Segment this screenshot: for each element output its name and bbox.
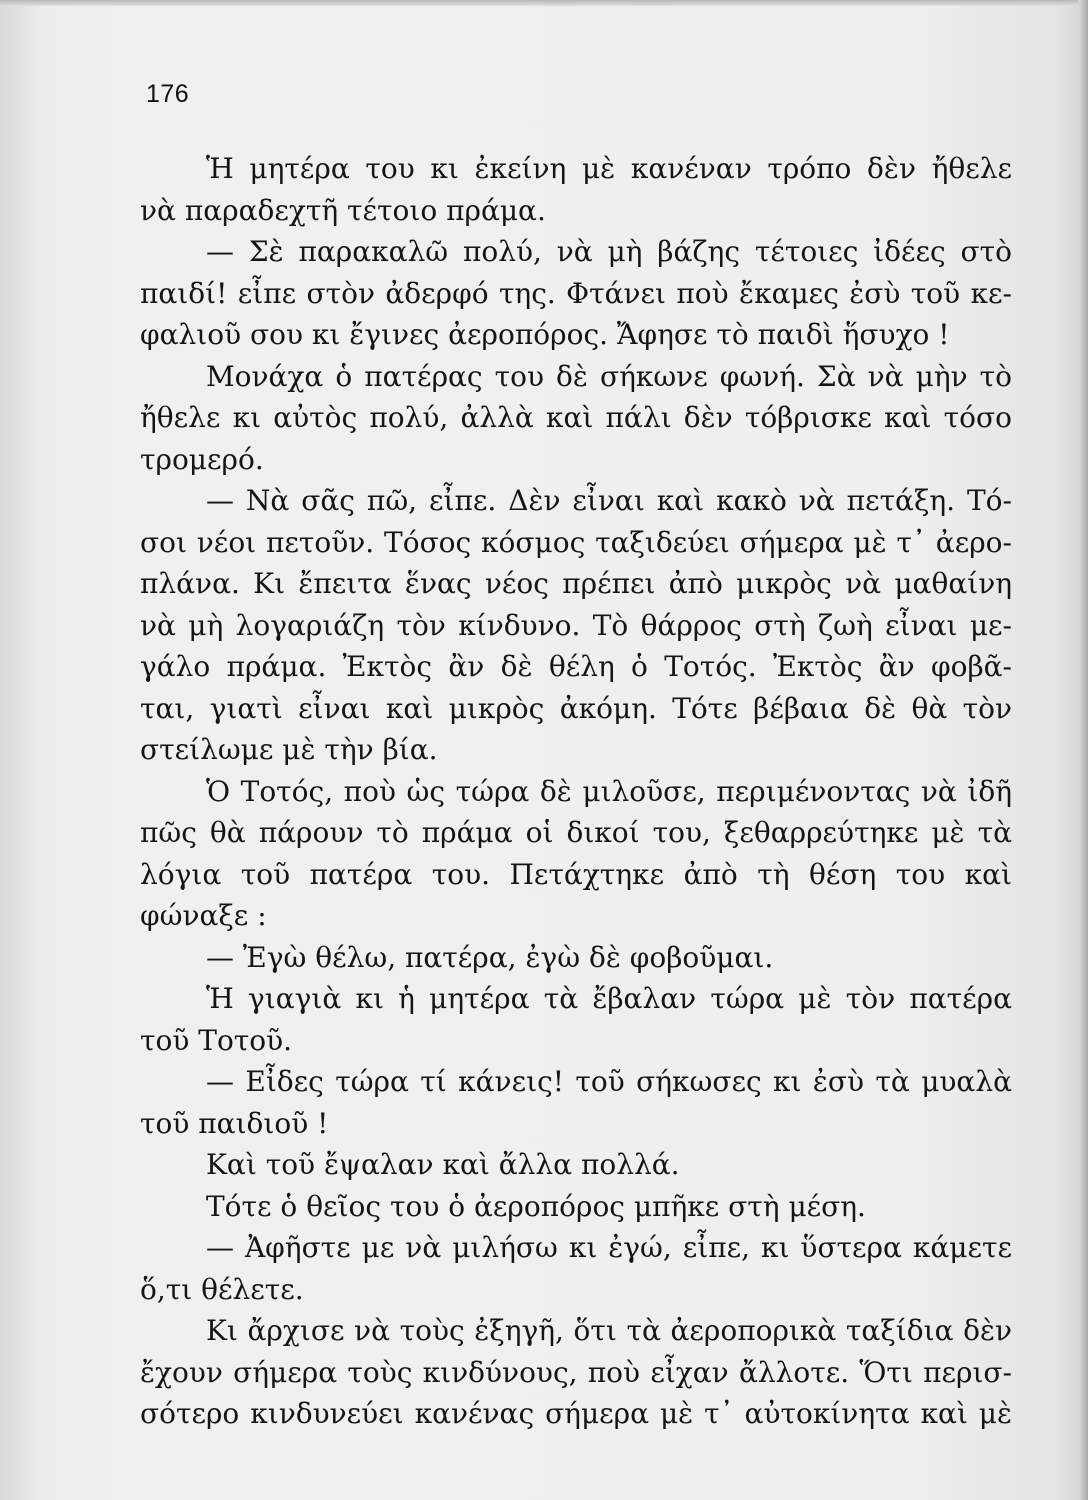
- text-line: — Ἀφῆστε με νὰ μιλήσω κι ἐγώ, εἶπε, κι ὕστερα κάμετε: [206, 1231, 1012, 1264]
- text-line: πλάνα. Κι ἔπειτα ἕνας νέος πρέπει ἀπὸ μικρὸς νὰ μαθαίνη: [140, 567, 1012, 600]
- text-line: γάλο πράμα. Ἐκτὸς ἂν δὲ θέλη ὁ Τοτός. Ἐκτὸς ἂν φοβᾶ-: [140, 650, 1012, 683]
- text-line: Καὶ τοῦ ἔψαλαν καὶ ἄλλα πολλά.: [206, 1148, 680, 1181]
- text-line: — Εἶδες τώρα τί κάνεις! τοῦ σήκωσες κι ἐσὺ τὰ μυαλὰ: [206, 1065, 1012, 1098]
- body-text: [140, 148, 1012, 1435]
- text-line: στείλωμε μὲ τὴν βία.: [140, 733, 438, 766]
- text-line: σοι νέοι πετοῦν. Τόσος κόσμος ταξιδεύει σήμερα μὲ τ᾿ ἀερο-: [140, 525, 1012, 559]
- page-right-edge: [1078, 0, 1088, 1500]
- text-line: ἤθελε κι αὐτὸς πολύ, ἀλλὰ καὶ πάλι δὲν τόβρισκε καὶ τόσο: [140, 401, 1012, 434]
- text-line: — Νὰ σᾶς πῶ, εἶπε. Δὲν εἶναι καὶ κακὸ νὰ πετάξη. Τό-: [206, 484, 1012, 517]
- text-line: Τότε ὁ θεῖος του ὁ ἀεροπόρος μπῆκε στὴ μέση.: [206, 1189, 866, 1223]
- text-line: σότερο κινδυνεύει κανένας σήμερα μὲ τ᾿ αὐτοκίνητα καὶ μὲ: [140, 1397, 1012, 1430]
- text-line: Κι ἄρχισε νὰ τοὺς ἐξηγῆ, ὅτι τὰ ἀεροπορικὰ ταξίδια δὲν: [206, 1314, 1012, 1347]
- text-line: — Ἐγὼ θέλω, πατέρα, ἐγὼ δὲ φοβοῦμαι.: [206, 940, 774, 974]
- text-line: νὰ παραδεχτῆ τέτοιο πράμα.: [140, 193, 546, 227]
- text-line: φαλιοῦ σου κι ἔγινες ἀεροπόρος. Ἄφησε τὸ παιδὶ ἥσυχο !: [140, 318, 950, 351]
- text-line: ἔχουν σήμερα τοὺς κινδύνους, ποὺ εἶχαν ἄλλοτε. Ὅτι περισ-: [140, 1355, 1012, 1389]
- text-line: τοῦ Τοτοῦ.: [140, 1023, 293, 1057]
- text-line: παιδί! εἶπε στὸν ἀδερφό της. Φτάνει ποὺ ἔκαμες ἐσὺ τοῦ κε-: [140, 276, 1012, 310]
- page-number: 176: [146, 80, 190, 108]
- text-line: πῶς θὰ πάρουν τὸ πράμα οἱ δικοί του, ξεθαρρεύτηκε μὲ τὰ: [140, 816, 1012, 849]
- text-line: νὰ μὴ λογαριάζη τὸν κίνδυνο. Τὸ θάρρος στὴ ζωὴ εἶναι με-: [140, 608, 1012, 642]
- text-line: — Σὲ παρακαλῶ πολύ, νὰ μὴ βάζης τέτοιες ἰδέες στὸ: [206, 235, 1012, 268]
- text-line: Ἡ μητέρα του κι ἐκείνη μὲ κανέναν τρόπο δὲν ἤθελε: [206, 152, 1012, 185]
- text-line: Ἡ γιαγιὰ κι ἡ μητέρα τὰ ἔβαλαν τώρα μὲ τὸν πατέρα: [206, 982, 1012, 1015]
- text-line: ται, γιατὶ εἶναι καὶ μικρὸς ἀκόμη. Τότε βέβαια δὲ θὰ τὸν: [140, 691, 1012, 725]
- text-line: τοῦ παιδιοῦ !: [140, 1106, 329, 1140]
- page-top-edge: [0, 0, 1088, 6]
- text-line: τρομερό.: [140, 442, 264, 476]
- text-line: Ὁ Τοτός, ποὺ ὡς τώρα δὲ μιλοῦσε, περιμένοντας νὰ ἰδῆ: [206, 774, 1012, 808]
- text-line: φώναξε :: [140, 899, 267, 932]
- text-line: Μονάχα ὁ πατέρας του δὲ σήκωνε φωνή. Σὰ νὰ μὴν τὸ: [206, 359, 1012, 393]
- text-line: λόγια τοῦ πατέρα του. Πετάχτηκε ἀπὸ τὴ θέση του καὶ: [140, 857, 1012, 891]
- text-line: ὅ,τι θέλετε.: [140, 1272, 304, 1306]
